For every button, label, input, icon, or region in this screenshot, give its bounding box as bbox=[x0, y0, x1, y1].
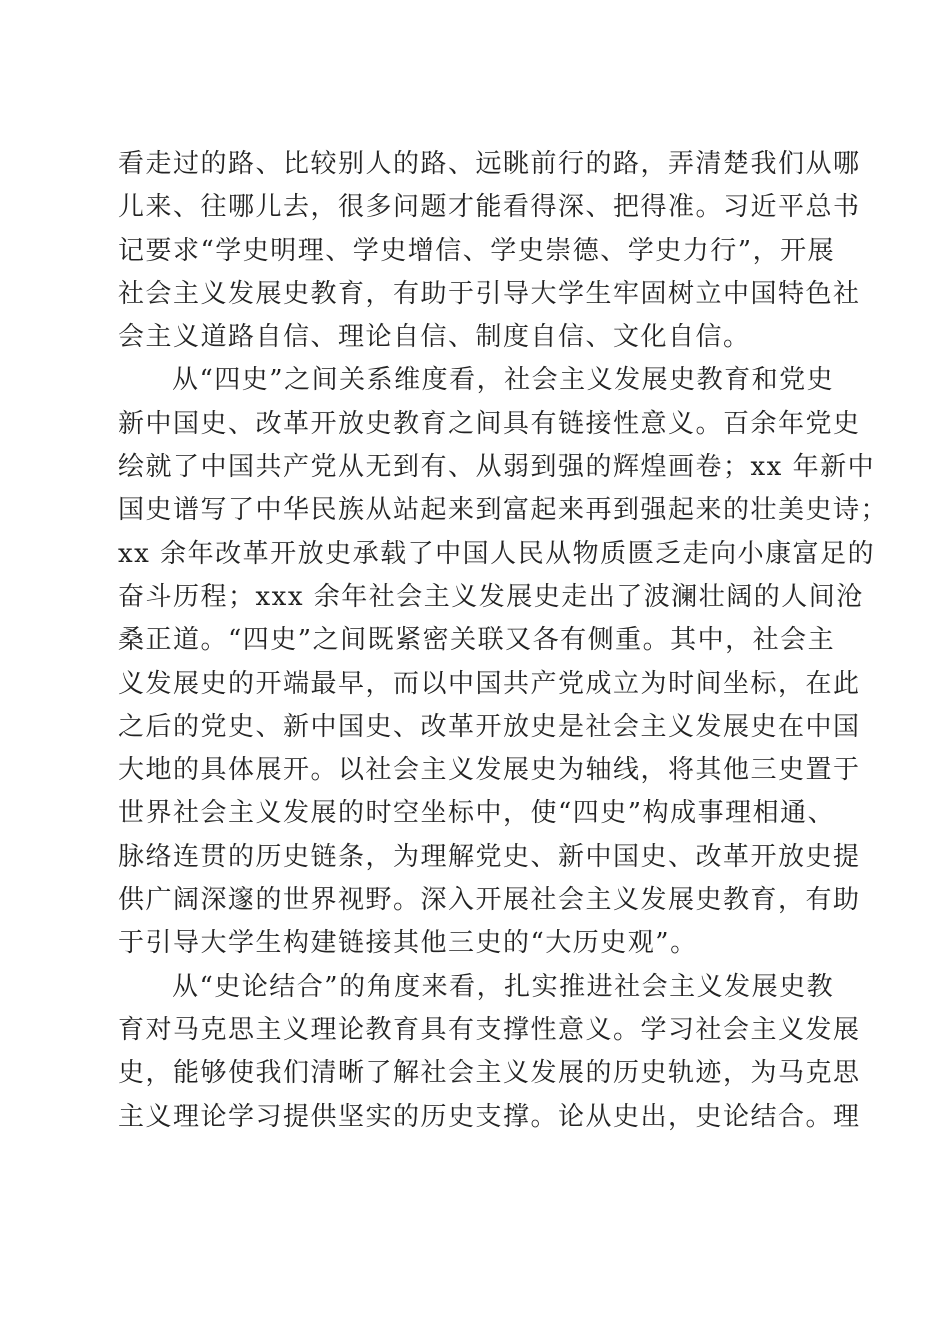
paragraph-2-line-4: 国史谱写了中华民族从站起来到富起来再到强起来的壮美史诗； bbox=[118, 495, 889, 526]
paragraph-1-line-5: 会主义道路自信、理论自信、制度自信、文化自信。 bbox=[118, 322, 751, 353]
paragraph-2-line-12: 脉络连贯的历史链条，为理解党史、新中国史、改革开放史提 bbox=[118, 841, 861, 872]
paragraph-2-line-2: 新中国史、改革开放史教育之间具有链接性意义。百余年党史 bbox=[118, 408, 861, 439]
paragraph-1-line-1: 看走过的路、比较别人的路、远眺前行的路，弄清楚我们从哪 bbox=[118, 149, 861, 179]
paragraph-3-line-2: 育对马克思主义理论教育具有支撑性意义。学习社会主义发展 bbox=[118, 1014, 861, 1045]
paragraph-2-line-3: 绘就了中国共产党从无到有、从弱到强的辉煌画卷；xx 年新中 bbox=[118, 452, 876, 483]
paragraph-2-line-11: 世界社会主义发展的时空坐标中，使“四史”构成事理相通、 bbox=[118, 798, 836, 829]
paragraph-2-line-10: 大地的具体展开。以社会主义发展史为轴线，将其他三史置于 bbox=[118, 755, 861, 786]
paragraph-2-line-13: 供广阔深邃的世界视野。深入开展社会主义发展史教育，有助 bbox=[118, 885, 861, 916]
paragraph-3-line-1: 从“史论结合”的角度来看，扎实推进社会主义发展史教 bbox=[172, 971, 835, 1002]
paragraph-3-line-4: 主义理论学习提供坚实的历史支撑。论从史出，史论结合。理 bbox=[118, 1101, 861, 1132]
paragraph-2-line-1: 从“四史”之间关系维度看，社会主义发展史教育和党史 bbox=[172, 365, 835, 396]
paragraph-2-line-6: 奋斗历程；xxx 余年社会主义发展史走出了波澜壮阔的人间沧 bbox=[118, 581, 864, 612]
paragraph-3-line-3: 史，能够使我们清晰了解社会主义发展的历史轨迹，为马克思 bbox=[118, 1058, 861, 1089]
paragraph-2-line-5: xx 余年改革开放史承载了中国人民从物质匮乏走向小康富足的 bbox=[118, 538, 876, 569]
paragraph-1-line-3: 记要求“学史明理、学史增信、学史崇德、学史力行”，开展 bbox=[118, 235, 836, 266]
paragraph-1-line-4: 社会主义发展史教育，有助于引导大学生牢固树立中国特色社 bbox=[118, 278, 861, 309]
paragraph-2-line-9: 之后的党史、新中国史、改革开放史是社会主义发展史在中国 bbox=[118, 711, 861, 742]
paragraph-2-line-8: 义发展史的开端最早，而以中国共产党成立为时间坐标，在此 bbox=[118, 668, 861, 699]
paragraph-2-line-7: 桑正道。“四史”之间既紧密关联又各有侧重。其中，社会主 bbox=[118, 625, 836, 656]
body-text bbox=[118, 143, 889, 1139]
paragraph-2-line-14: 于引导大学生构建链接其他三史的“大历史观”。 bbox=[118, 928, 698, 959]
paragraph-1-line-2: 儿来、往哪儿去，很多问题才能看得深、把得准。习近平总书 bbox=[118, 192, 861, 223]
